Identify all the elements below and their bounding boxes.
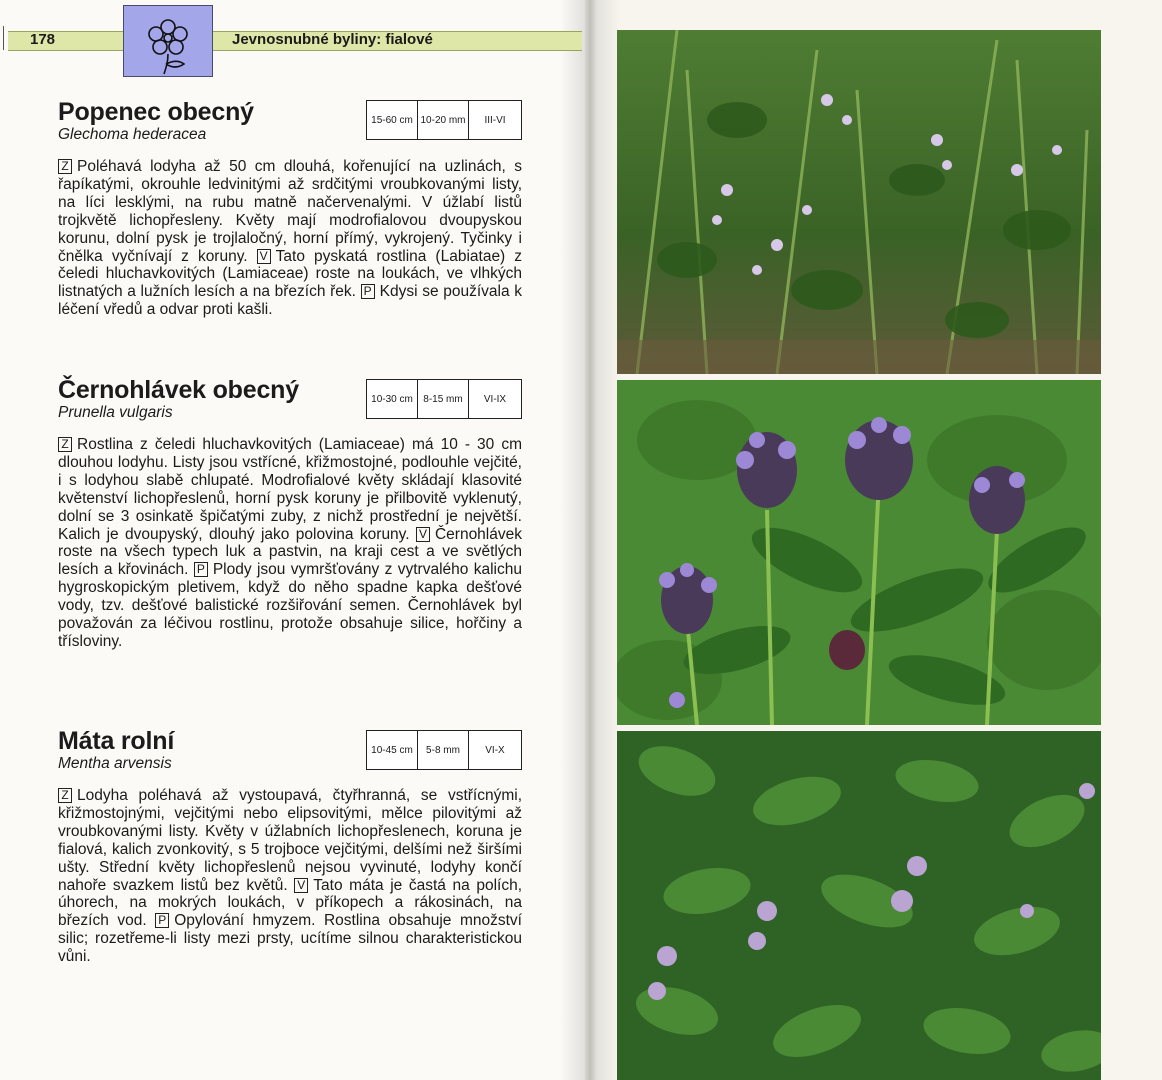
marker-p: P — [194, 562, 208, 577]
marker-v: V — [257, 249, 271, 264]
flowering-period: VI-IX — [483, 393, 507, 405]
facts-table — [366, 730, 522, 770]
book-gutter — [560, 0, 620, 1080]
entry-latin-name: Glechoma hederacea — [58, 126, 207, 143]
section-title: Jevnosnubné byliny: fialové — [232, 31, 433, 48]
flower-size: 8-15 mm — [418, 380, 469, 418]
photo-mata — [617, 731, 1101, 1080]
marker-z: Z — [58, 159, 72, 174]
entry-latin-name: Prunella vulgaris — [58, 404, 173, 421]
entry-title: Popenec obecný — [58, 98, 254, 126]
facts-table — [366, 379, 522, 419]
facts-table — [366, 100, 522, 140]
entry-description: Z Poléhavá lodyha až 50 cm dlouhá, kořenující na uzlinách, s řapíkatými, okrouhle ledvinitými až srdčitými vroubkovanými listy, na líci lesklými, na rubu matně načervenalými. V úžlabí listů trojkvětě lichopřesleny. Květy mají modrofialovou dvoupyskou korunu, dolní pysk je trojlaločný, horní přímý, vykrojený. Tyčinky i čnělka vyčnívají z koruny. V Tato pyskatá rostlina (Labiatae) z čeledi hluchavkovitých (Lamiaceae) roste na loukách, ve vlhkých listnatých a lužních lesích a na březích řek. P Kdysi se používala k léčení vředů a odvar proti kašli. — [58, 158, 523, 319]
marker-p: P — [155, 913, 169, 928]
entry-title: Černohlávek obecný — [58, 376, 299, 404]
photo-popenec — [617, 30, 1101, 374]
plant-height: 10-45 cm — [367, 731, 418, 769]
page-number: 178 — [30, 31, 56, 48]
marker-p: P — [361, 284, 375, 299]
plant-height: 10-30 cm — [367, 380, 418, 418]
entry-mata — [58, 727, 524, 966]
flowering-period: VI-X — [485, 744, 505, 756]
entry-description: Z Lodyha poléhavá až vystoupavá, čtyřhranná, se vstřícnými, křižmostojnými, vejčitými nebo elipsovitými, mělce pilovitými až vroubkovanými listy. Květy v úžlabních lichopřeslenech, koruna je fialová, kalich zvonkovitý, s 5 trojboce vejčitými, delšími než širšími ušty. Střední květy lichopřeslenů nejsou vyvinuté, lodyhy končí nahoře svazkem listů bez květů. V Tato máta je častá na polích, úhorech, na mokrých loukách, v příkopech a rákosinách, na březích vod. P Opylování hmyzem. Rostlina obsahuje množství silic; rozetřeme-li listy mezi prsty, ucítíme silnou charakteristickou vůni. — [58, 787, 522, 966]
photo-cernohlavek — [617, 380, 1101, 725]
entry-cernohlavek — [58, 376, 524, 650]
marker-z: Z — [58, 437, 72, 452]
flower-icon — [123, 5, 213, 77]
flowering-period: III-VI — [484, 114, 506, 126]
entry-title: Máta rolní — [58, 727, 175, 755]
flower-size: 5-8 mm — [418, 731, 469, 769]
marker-v: V — [416, 527, 430, 542]
plant-height: 15-60 cm — [367, 101, 418, 139]
entry-latin-name: Mentha arvensis — [58, 755, 172, 772]
marker-z: Z — [58, 788, 72, 803]
marker-v: V — [294, 878, 308, 893]
entry-description: Z Rostlina z čeledi hluchavkovitých (Lamiaceae) má 10 - 30 cm dlouhou lodyhu. Listy jsou vstřícné, křižmostojné, podlouhle vejčité, i s lodyhou slabě chlupaté. Modrofialové květy skládají klasovité květenství lichopřeslenů, horní pysk koruny je přilbovitě vyklenutý, dolní se 3 osinkatě špičatými zuby, z nichž prostřední je největší. Kalich je dvoupyský, dlouhý jako polovina koruny. V Černohlávek roste na všech typech luk a pastvin, na kraji cest a ve světlých lesích a křovinách. P Plody jsou vymršťovány z vytrvalého kalichu hygroskopickým pletivem, když do něho spadne kapka dešťové vody, tzv. dešťové balistické rozšiřování semen. Černohlávek byl považován za léčivou rostlinu, protože obsahuje silice, hořčiny a třísloviny. — [58, 436, 522, 650]
flower-size: 10-20 mm — [418, 101, 469, 139]
entry-popenec — [58, 98, 524, 319]
